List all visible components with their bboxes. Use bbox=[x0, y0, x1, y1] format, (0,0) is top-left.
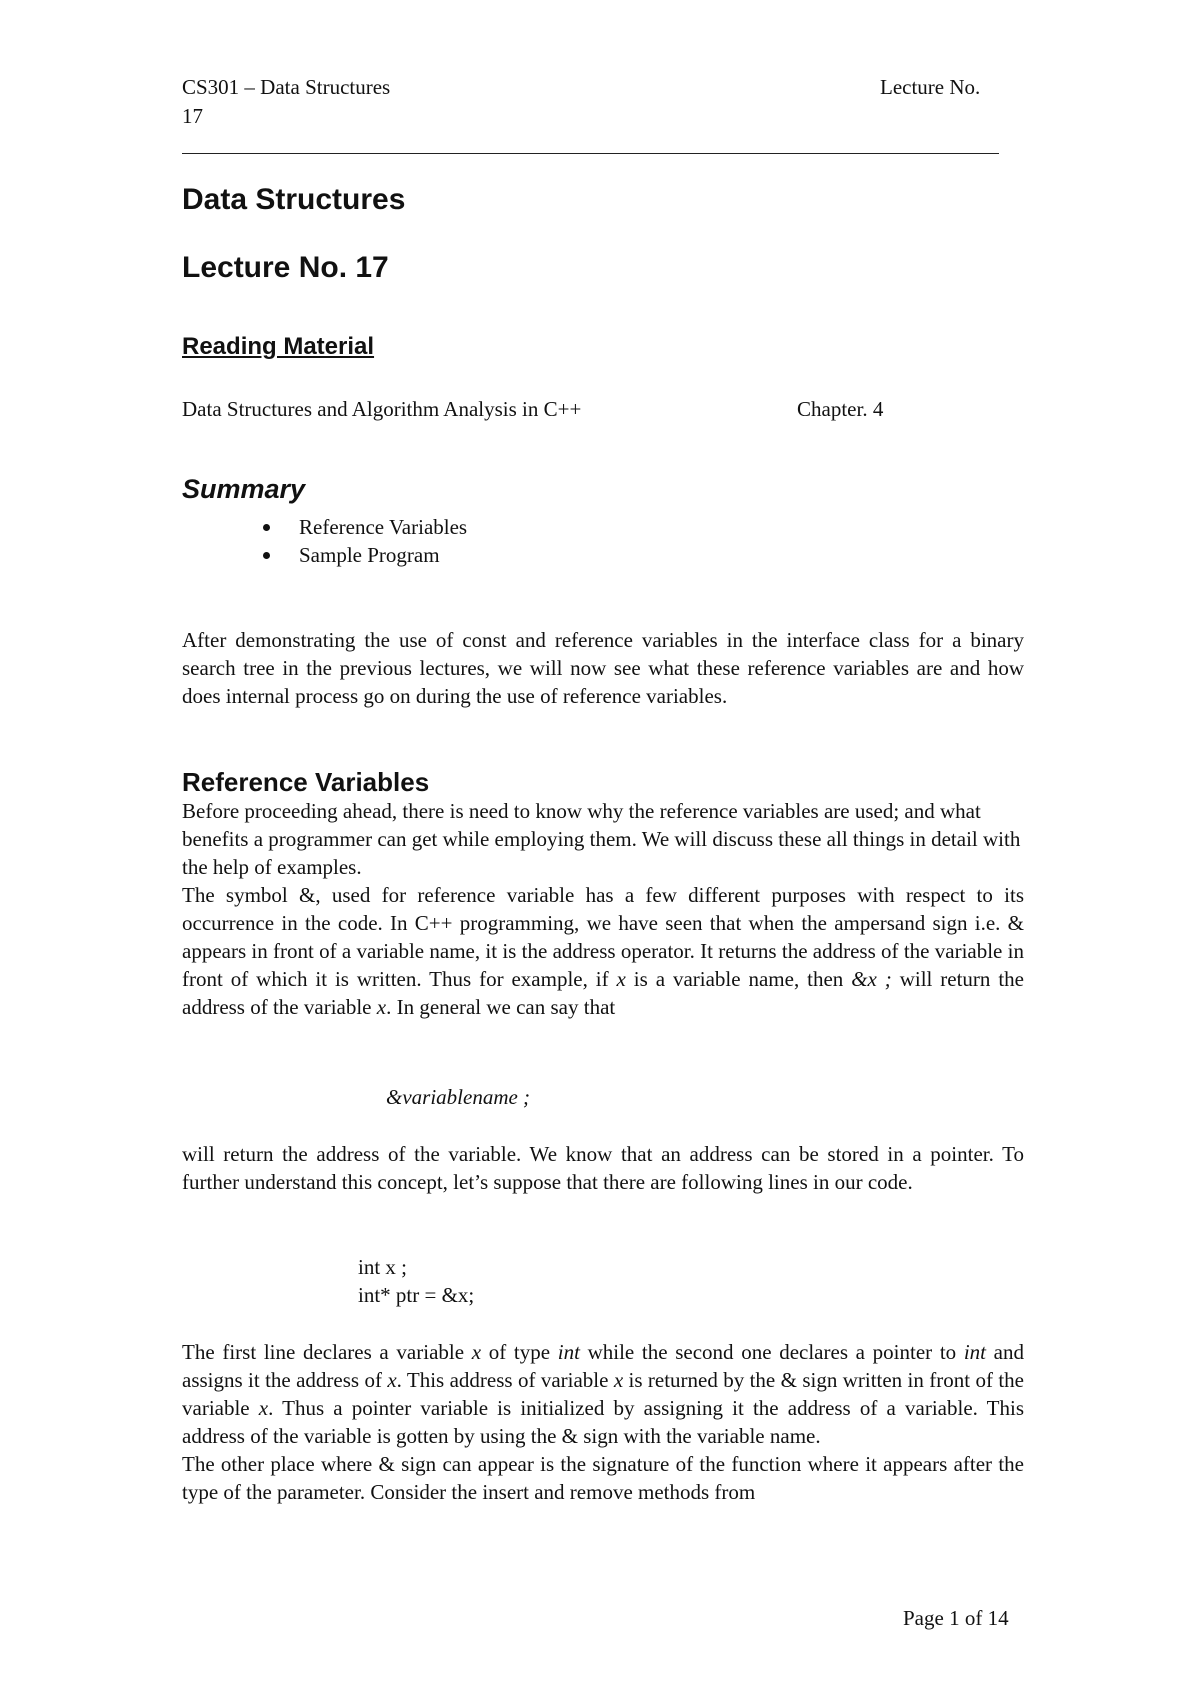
formula-variablename: &variablename ; bbox=[386, 1085, 531, 1109]
lecture-title: Lecture No. 17 bbox=[182, 251, 389, 284]
paragraph-declarations bbox=[182, 1338, 1024, 1506]
reference-variables-body bbox=[182, 797, 1024, 1021]
reading-chapter: Chapter. 4 bbox=[797, 397, 884, 421]
header-lecture-number: 17 bbox=[182, 104, 203, 128]
paragraph-signature: The other place where & sign can appear is the signature of the function where it appears after the type of the parameter. Consider the insert and remove methods from bbox=[182, 1452, 1024, 1504]
code-line-1: int x ; bbox=[358, 1255, 408, 1279]
reading-material-heading: Reading Material bbox=[182, 333, 375, 360]
paragraph-first-line: The first line declares a variable x of type int while the second one declares a pointer to int and assigns it the address of x. This address of variable x is returned by the & sign written in front of the variable x. Thus a pointer variable is initialized by assigning it the address of a variable. This address of the variable is gotten by using the & sign with the variable name. bbox=[182, 1340, 1024, 1448]
summary-item: Reference Variables bbox=[263, 513, 467, 541]
page-number: Page 1 of 14 bbox=[903, 1606, 1009, 1630]
header-course: CS301 – Data Structures bbox=[182, 75, 391, 99]
bullet-icon bbox=[263, 524, 270, 531]
summary-list bbox=[263, 513, 467, 569]
intro-paragraph: After demonstrating the use of const and reference variables in the interface class for a binary search tree in the previous lectures, we will now see what these reference variables are and how does internal process go on during the use of reference variables. bbox=[182, 628, 1024, 708]
code-line-2: int* ptr = &x; bbox=[358, 1283, 475, 1307]
paragraph-pointer: will return the address of the variable. We know that an address can be stored in a pointer. To further understand this concept, let’s suppose that there are following lines in our code. bbox=[182, 1142, 1024, 1194]
bullet-icon bbox=[263, 552, 270, 559]
header-rule bbox=[182, 153, 999, 154]
paragraph-ampersand: The symbol &, used for reference variable has a few different purposes with respect to its occurrence in the code. In C++ programming, we have seen that when the ampersand sign i.e. & appears in front of a variable name, it is the address operator. It returns the address of the variable in front of which it is written. Thus for example, if x is a variable name, then &x ; will return the address of the variable x. In general we can say that bbox=[182, 883, 1024, 1019]
paragraph-why: Before proceeding ahead, there is need to know why the reference variables are used; and what benefits a programmer can get while employing them. We will discuss these all things in detail with the help of examples. bbox=[182, 799, 1021, 879]
page-title: Data Structures bbox=[182, 183, 406, 216]
reference-variables-heading: Reference Variables bbox=[182, 767, 430, 797]
reading-book: Data Structures and Algorithm Analysis in C++ bbox=[182, 397, 582, 421]
summary-item: Sample Program bbox=[263, 541, 467, 569]
header-lecture-label: Lecture No. bbox=[880, 75, 981, 99]
summary-heading: Summary bbox=[182, 474, 306, 504]
